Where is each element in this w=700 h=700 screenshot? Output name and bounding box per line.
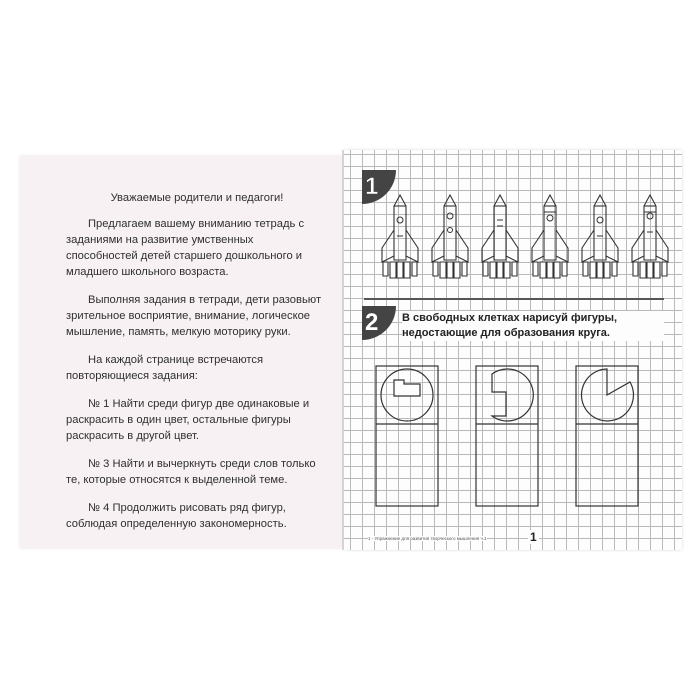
rocket-icon (382, 195, 418, 278)
task-3-description: № 3 Найти и вычеркнуть среди слов только те, которые относятся к выделенной теме. (66, 458, 316, 486)
page-number: 1 (530, 530, 537, 544)
task-2-instruction: В свободных клетках нарисуй фигуры, недостающие для образования круга. (402, 311, 664, 341)
skills-paragraph: Выполняя задания в тетради, дети разовьют зрительное восприятие, внимание, логическое мышление, память, мелкую моторику руки. (66, 294, 322, 338)
rocket-icon (482, 195, 518, 278)
rocket-icon (432, 195, 468, 278)
rocket-icon (582, 195, 618, 278)
task-1-description: № 1 Найти среди фигур две одинаковые и раскрасить в один цвет, остальные фигуры раскрасить в другой цвет. (66, 398, 310, 442)
intro-text (66, 190, 328, 544)
rocket-icon (532, 195, 568, 278)
puzzle-panel (476, 366, 538, 506)
puzzle-panel (376, 366, 438, 506)
puzzle-panel (576, 366, 638, 506)
task-2-number: 2 (365, 309, 379, 336)
left-page (20, 156, 342, 548)
rockets-row (372, 190, 672, 282)
section-divider (364, 298, 664, 300)
rocket-icon (632, 195, 668, 278)
footer-note: 1 - Упражнение для развития творческого мышления ч.1 (368, 536, 487, 541)
notebook-spread (20, 150, 682, 550)
greeting-heading: Уважаемые родители и педагоги! (110, 192, 284, 204)
repeated-tasks-paragraph: На каждой странице встречаются повторяющиеся задания: (66, 354, 264, 382)
right-page (344, 150, 682, 550)
circle-puzzles (372, 362, 658, 512)
task-1-number: 1 (365, 173, 379, 200)
intro-paragraph: Предлагаем вашему вниманию тетрадь с заданиями на развитие умственных способностей детей старшего дошкольного и младшего школьного возраста. (66, 218, 305, 278)
task-4-description: № 4 Продолжить рисовать ряд фигур, соблюдая определенную закономерность. (66, 502, 287, 530)
task-2-badge (362, 306, 396, 340)
